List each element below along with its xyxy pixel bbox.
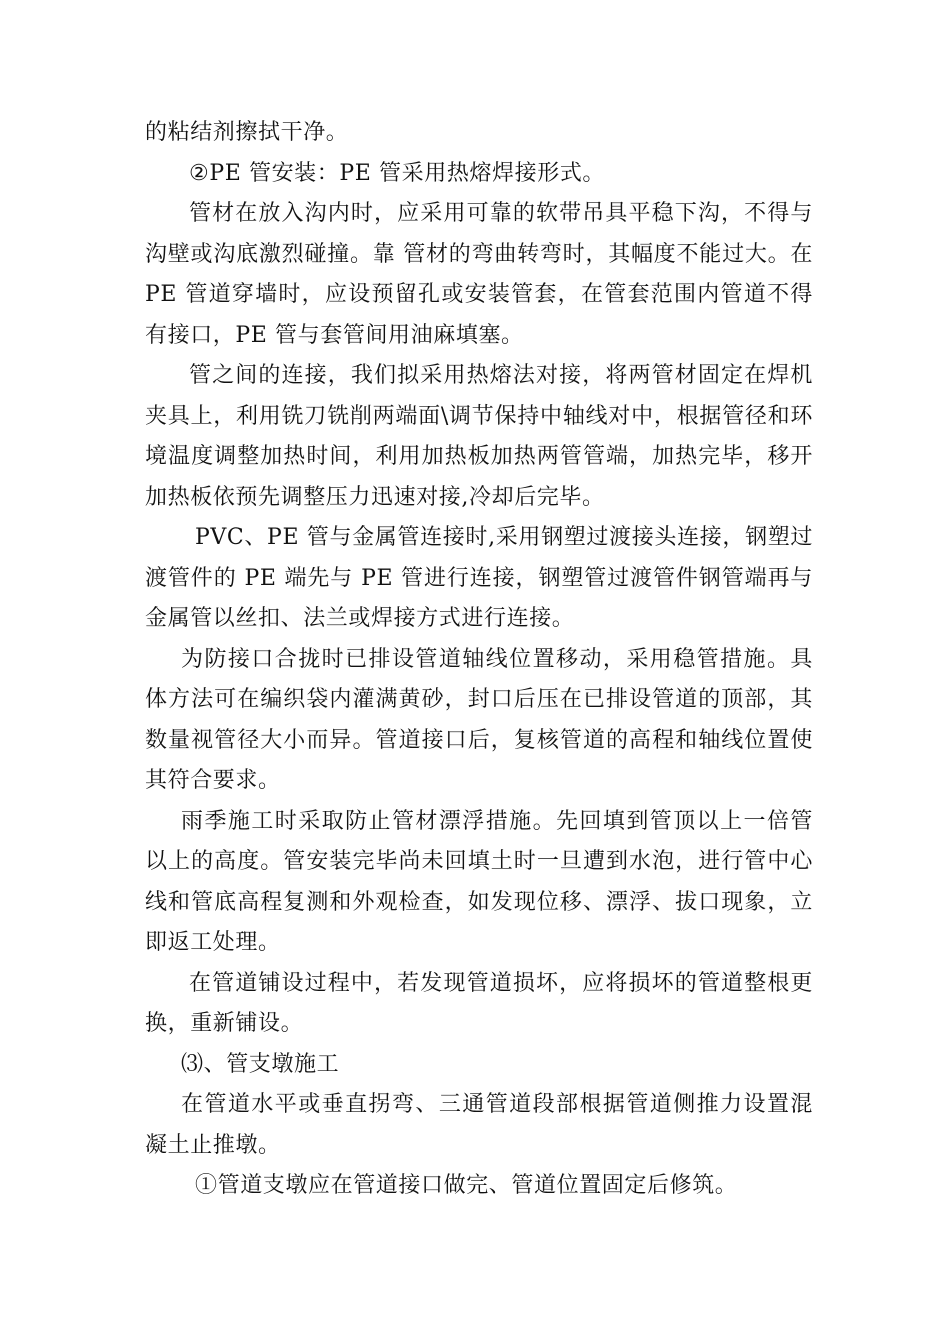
paragraph-pe-install: ②PE 管安装：PE 管采用热熔焊接形式。 [189,160,606,186]
paragraph-pipe-stabilizing: 为防接口合拢时已排设管道轴线位置移动，采用稳管措施。具体方法可在编织袋内灌满黄砂，封口后压在已排设管道的顶部，其数量视管径大小而异。管道接口后，复核管道的高程和轴线位置使其符合要求。 [145,646,813,793]
paragraph-rainy-season: 雨季施工时采取防止管材漂浮措施。先回填到管顶以上一倍管以上的高度。管安装完毕尚未回填土时一旦遭到水泡，进行管中心线和管底高程复测和外观检查，如发现位移、漂浮、拔口现象，立即返工处理。 [145,808,813,955]
paragraph-support-timing: ①管道支墩应在管道接口做完、管道位置固定后修筑。 [195,1173,738,1198]
paragraph-damage-replacement: 在管道铺设过程中，若发现管道损坏，应将损坏的管道整根更换，重新铺设。 [145,970,813,1036]
paragraph-thrust-block: 在管道水平或垂直拐弯、三通管道段部根据管道侧推力设置混凝土止推墩。 [145,1092,813,1158]
paragraph-hot-melt-joint: 管之间的连接，我们拟采用热熔法对接，将两管材固定在焊机夹具上，利用铣刀铣削两端面\调节保持中轴线对中，根据管径和环境温度调整加热时间，利用加热板加热两管管端，加热完毕，移开加热板依预先调整压力迅速对接,冷却后完毕。 [145,363,813,510]
paragraph-pipe-lowering: 管材在放入沟内时，应采用可靠的软带吊具平稳下沟，不得与沟壁或沟底激烈碰撞。靠 管材的弯曲转弯时，其幅度不能过大。在 PE 管道穿墙时，应设预留孔或安装管套，在管套范围内管道不得有接口，PE 管与套管间用油麻填塞。 [145,201,813,348]
body-text [145,113,813,1207]
paragraph-metal-connection: PVC、PE 管与金属管连接时,采用钢塑过渡接头连接，钢塑过渡管件的 PE 端先与 PE 管进行连接，钢塑管过渡管件钢管端再与金属管以丝扣、法兰或焊接方式进行连接。 [145,525,813,631]
paragraph-continuation: 的粘结剂擦拭干净。 [145,120,349,145]
section-heading-pipe-support: ⑶、管支墩施工 [181,1051,340,1077]
